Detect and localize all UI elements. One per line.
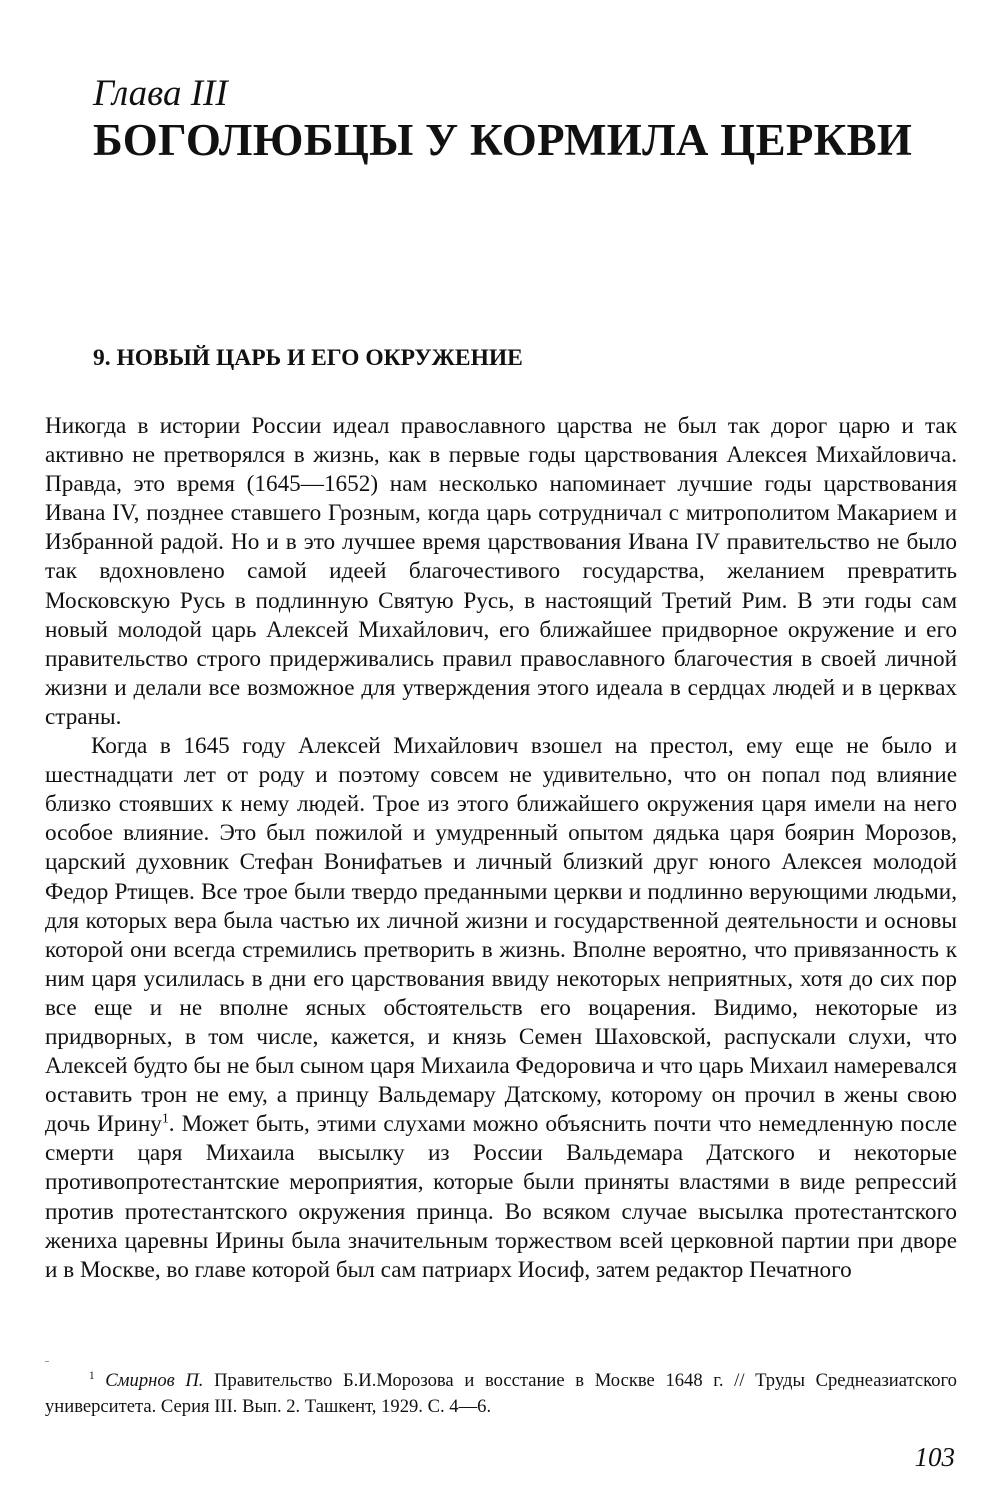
paragraph-2-part-2: . Может быть, этими слухами можно объяснить почти что немедленную после смерти царя Михаила высылку из России Вальдемара Датского и некоторые противопротестантские мероприятия, которые были приняты властями в виде репрессий против протестантского окружения принца. Во всяком случае высылка протестантского жениха царевны Ирины была значительным торжеством всей церковной партии при дворе и в Москве, во главе которой был сам патриарх Иосиф, затем редактор Печатного xyxy=(45,1111,957,1283)
paragraph-1: Никогда в истории России идеал православного царства не был так дорог царю и так активно не претворялся в жизнь, как в первые годы царствования Алексея Михайловича. Правда, это время (1645—1652) нам несколько напоминает лучшие годы царствования Ивана IV, позднее ставшего Грозным, когда царь сотрудничал с митрополитом Макарием и Избранной радой. Но и в это лучшее время царствования Ивана IV правительство не было так вдохновлено самой идеей благочестивого государства, желанием превратить Московскую Русь в подлинную Святую Русь, в настоящий Третий Рим. В эти годы сам новый молодой царь Алексей Михайлович, его ближайшее придворное окружение и его правительство строго придерживались правил православного благочестия в своей личной жизни и делали все возможное для утверждения этого идеала в сердцах людей и в церквах страны. xyxy=(45,413,957,730)
footnote-divider xyxy=(45,1361,49,1362)
chapter-label: Глава III xyxy=(93,73,228,114)
page-number: 103 xyxy=(914,1442,955,1472)
footnote-text: Правительство Б.И.Морозова и восстание в Москве 1648 г. // Труды Среднеазиатского университета. Серия III. Вып. 2. Ташкент, 1929. С. 4—6. xyxy=(45,1370,957,1417)
paragraph-2 xyxy=(45,732,957,1285)
footnote xyxy=(45,1368,957,1420)
footnote-reference[interactable]: 1 xyxy=(161,1111,169,1127)
body-text xyxy=(45,412,957,1285)
chapter-title: БОГОЛЮБЦЫ У КОРМИЛА ЦЕРКВИ xyxy=(93,115,913,165)
paragraph-2-part-1: Когда в 1645 году Алексей Михайлович взошел на престол, ему еще не было и шестнадцати лет от роду и поэтому совсем не удивительно, что он попал под влияние близко стоявших к нему людей. Трое из этого ближайшего окружения царя имели на него особое влияние. Это был пожилой и умудренный опытом дядька царя боярин Морозов, царский духовник Стефан Вонифатьев и личный близкий друг юного Алексея молодой Федор Ртищев. Все трое были твердо преданными церкви и подлинно верующими людьми, для которых вера была частью их личной жизни и государственной деятельности и основы которой они всегда стремились претворить в жизнь. Вполне вероятно, что привязанность к ним царя усилилась в дни его царствования ввиду некоторых неприятных, хотя до сих пор все еще и не вполне ясных обстоятельств его воцарения. Видимо, некоторые из придворных, в том числе, кажется, и князь Семен Шаховской, распускали слухи, что Алексей будто бы не был сыном царя Михаила Федоровича и что царь Михаил намеревался оставить трон не ему, а принцу Вальдемару Датскому, которому он прочил в жены свою дочь Ирину xyxy=(45,733,957,1138)
footnote-marker: 1 xyxy=(89,1369,95,1382)
footnote-author: Смирнов П. xyxy=(105,1370,204,1391)
section-title: 9. НОВЫЙ ЦАРЬ И ЕГО ОКРУЖЕНИЕ xyxy=(93,345,523,371)
